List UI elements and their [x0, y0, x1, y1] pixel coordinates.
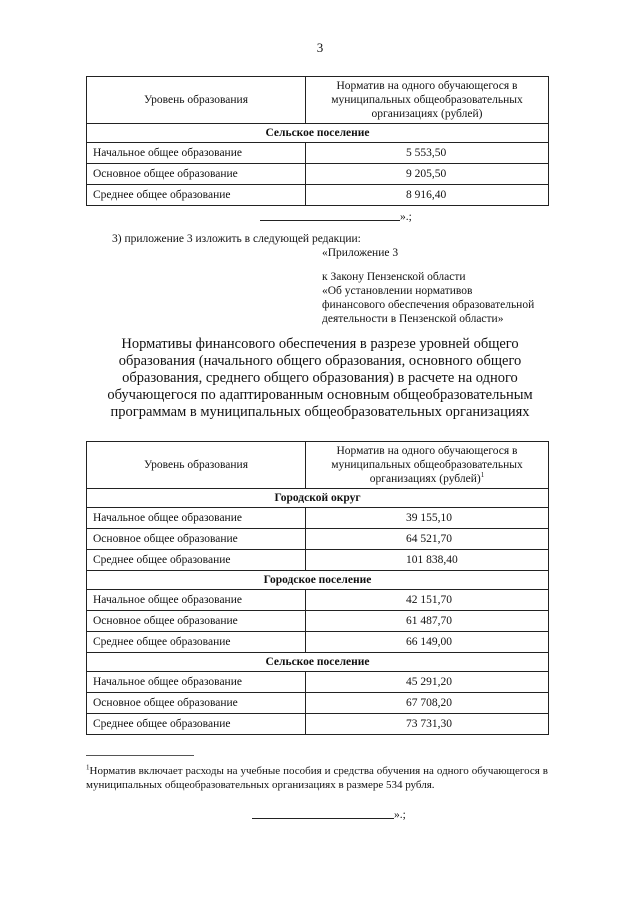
closing-rule — [260, 210, 400, 221]
table-row — [87, 164, 549, 185]
footnote-text: Норматив включает расходы на учебные пособия и средства обучения на одного обучающегося в муниципальных общеобразовательных организациях в размере 534 рубля. — [86, 765, 548, 791]
footnote-marker: 1 — [86, 763, 90, 772]
appendix-line: деятельности в Пензенской области» — [322, 313, 504, 325]
value-cell: 101 838,40 — [306, 550, 549, 571]
level-cell: Основное общее образование — [87, 611, 306, 632]
level-cell: Основное общее образование — [87, 164, 306, 185]
col-header-norm: Норматив на одного обучающегося в муниципальных общеобразовательных организациях (рублей) — [306, 77, 549, 124]
table-row — [87, 529, 549, 550]
value-cell: 64 521,70 — [306, 529, 549, 550]
table-row — [87, 590, 549, 611]
level-cell: Среднее общее образование — [87, 550, 306, 571]
level-cell: Среднее общее образование — [87, 714, 306, 735]
value-cell: 67 708,20 — [306, 693, 549, 714]
section-label: Сельское поселение — [87, 653, 549, 672]
closing-quote: ».; — [400, 211, 412, 223]
level-cell: Среднее общее образование — [87, 632, 306, 653]
value-cell: 45 291,20 — [306, 672, 549, 693]
value-cell: 8 916,40 — [306, 185, 549, 206]
norms-table-adapted — [86, 441, 549, 735]
section-row — [87, 124, 549, 143]
table-row — [87, 611, 549, 632]
table-row — [87, 672, 549, 693]
table-row — [87, 550, 549, 571]
value-cell: 66 149,00 — [306, 632, 549, 653]
table-header-row — [87, 77, 549, 124]
appendix-line: финансового обеспечения образовательной — [322, 299, 535, 311]
appendix-title: «Приложение 3 — [322, 247, 399, 259]
footnote-ref: 1 — [480, 471, 485, 480]
value-cell: 61 487,70 — [306, 611, 549, 632]
footnote-rule — [86, 754, 194, 756]
norms-table-rural — [86, 76, 549, 206]
col-header-norm — [306, 442, 549, 489]
col-header-norm-text: Норматив на одного обучающегося в муниципальных общеобразовательных организациях (рублей) — [331, 445, 523, 485]
value-cell: 39 155,10 — [306, 508, 549, 529]
section-row — [87, 571, 549, 590]
level-cell: Среднее общее образование — [87, 185, 306, 206]
table-row — [87, 693, 549, 714]
section-row — [87, 653, 549, 672]
appendix-line: «Об установлении нормативов — [322, 285, 473, 297]
closing-rule — [252, 808, 394, 819]
value-cell: 9 205,50 — [306, 164, 549, 185]
item-3-text: 3) приложение 3 изложить в следующей редакции: — [112, 233, 361, 245]
table-row — [87, 714, 549, 735]
value-cell: 73 731,30 — [306, 714, 549, 735]
level-cell: Начальное общее образование — [87, 672, 306, 693]
page-number: 3 — [316, 40, 324, 55]
level-cell: Основное общее образование — [87, 693, 306, 714]
section-label: Городской округ — [87, 489, 549, 508]
value-cell: 42 151,70 — [306, 590, 549, 611]
table-row — [87, 143, 549, 164]
section-row — [87, 489, 549, 508]
appendix-line: к Закону Пензенской области — [322, 271, 466, 283]
level-cell: Начальное общее образование — [87, 590, 306, 611]
level-cell: Основное общее образование — [87, 529, 306, 550]
table-header-row — [87, 442, 549, 489]
document-title: Нормативы финансового обеспечения в разрезе уровней общего образования (начального общего образования, основного общего образования, среднего общего образования) в расчете на одного обучающегося по адаптированным основным общеобразовательным программам в муниципальных общеобразовательных организациях — [107, 336, 533, 420]
level-cell: Начальное общее образование — [87, 508, 306, 529]
level-cell: Начальное общее образование — [87, 143, 306, 164]
footnote — [86, 764, 548, 792]
col-header-level: Уровень образования — [87, 77, 306, 124]
section-label: Сельское поселение — [87, 124, 549, 143]
section-label: Городское поселение — [87, 571, 549, 590]
table-row — [87, 632, 549, 653]
closing-quote: ».; — [394, 809, 406, 821]
table-row — [87, 508, 549, 529]
table-row — [87, 185, 549, 206]
value-cell: 5 553,50 — [306, 143, 549, 164]
col-header-level: Уровень образования — [87, 442, 306, 489]
